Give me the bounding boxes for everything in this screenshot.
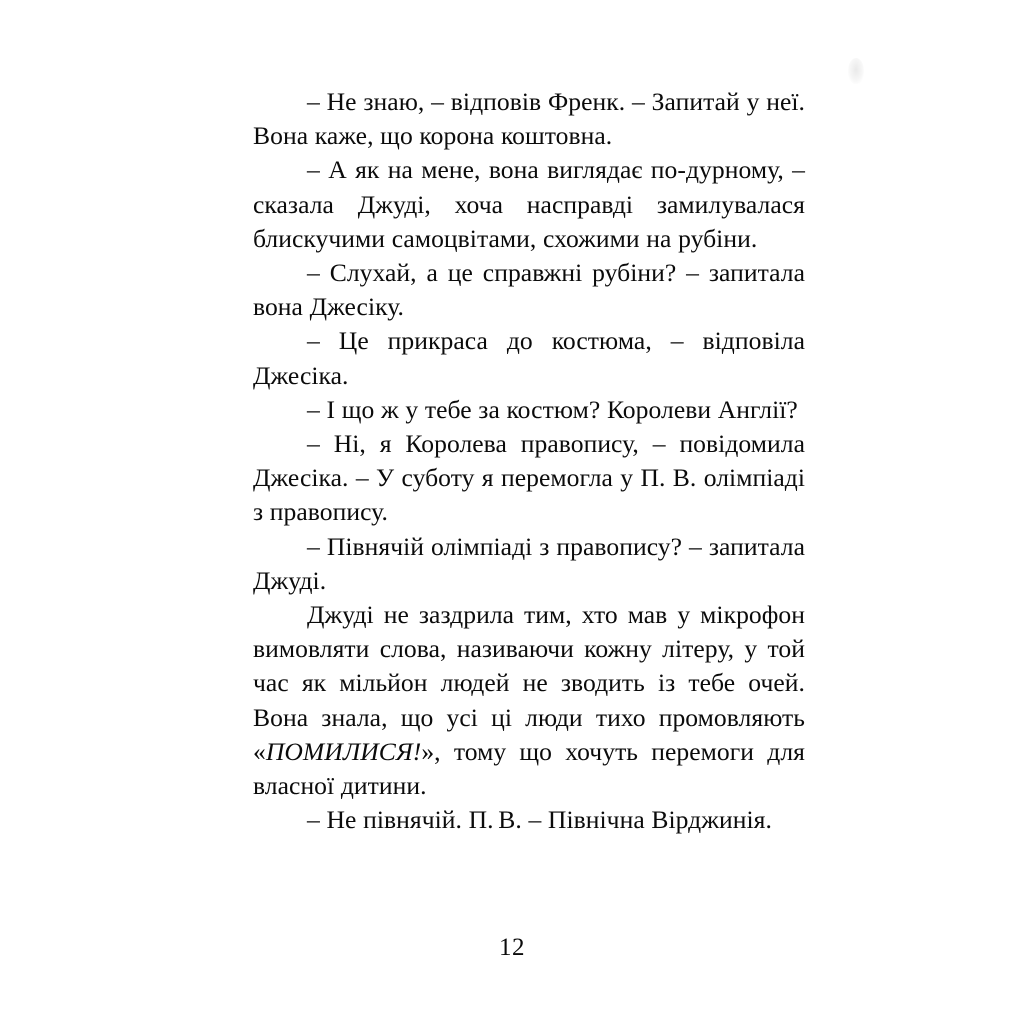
emphasis-misspell-shout: ПОМИЛИСЯ! bbox=[265, 736, 422, 766]
paragraph-costume-jewellery: – Це прикраса до костюма, – відповіла Джесіка. bbox=[253, 326, 805, 390]
scan-artifact-smudge bbox=[848, 58, 864, 84]
north-virginia-part-one: – Не півнячій. П. bbox=[307, 805, 494, 835]
paragraph-envy-text-after: », тому що хочуть перемоги для власної дитини. bbox=[253, 736, 805, 801]
paragraph-envy bbox=[253, 598, 805, 803]
paragraph-dont-know: – Не знаю, – відповів Френк. – Запитай у неї. Вона каже, що корона коштовна. bbox=[253, 87, 805, 151]
paragraph-envy-text-before: Джуді не заздрила тим, хто мав у мікрофон вимовляти слова, називаючи кожну літеру, у той час як мільйон людей не зводить із тебе очей. Вона знала, що усі ці люди тихо промовляють « bbox=[253, 600, 805, 766]
paragraph-north-virginia bbox=[253, 803, 805, 837]
paragraph-spelling-queen: – Ні, я Королева правопису, – повідомила Джесіка. – У суботу я перемогла у П. В. олімпіаді з правопису. bbox=[253, 429, 805, 527]
paragraph-real-rubies: – Слухай, а це справжні рубіни? – запитала вона Джесіку. bbox=[253, 258, 805, 322]
north-virginia-part-two: В. bbox=[498, 805, 522, 835]
page-text-block bbox=[253, 85, 805, 837]
page-number: 12 bbox=[499, 934, 525, 961]
paragraph-what-costume: – І що ж у тебе за костюм? Королеви Англії? bbox=[307, 394, 798, 424]
paragraph-silly-looking: – А як на мене, вона виглядає по-дурному, – сказала Джуді, хоча насправді замилувалася блискучими самоцвітами, схожими на рубіни. bbox=[253, 155, 805, 253]
north-virginia-part-three: – Північна Вірджинія. bbox=[528, 805, 772, 835]
paragraph-rooster-olympiad: – Півнячій олімпіаді з правопису? – запитала Джуді. bbox=[253, 531, 805, 595]
